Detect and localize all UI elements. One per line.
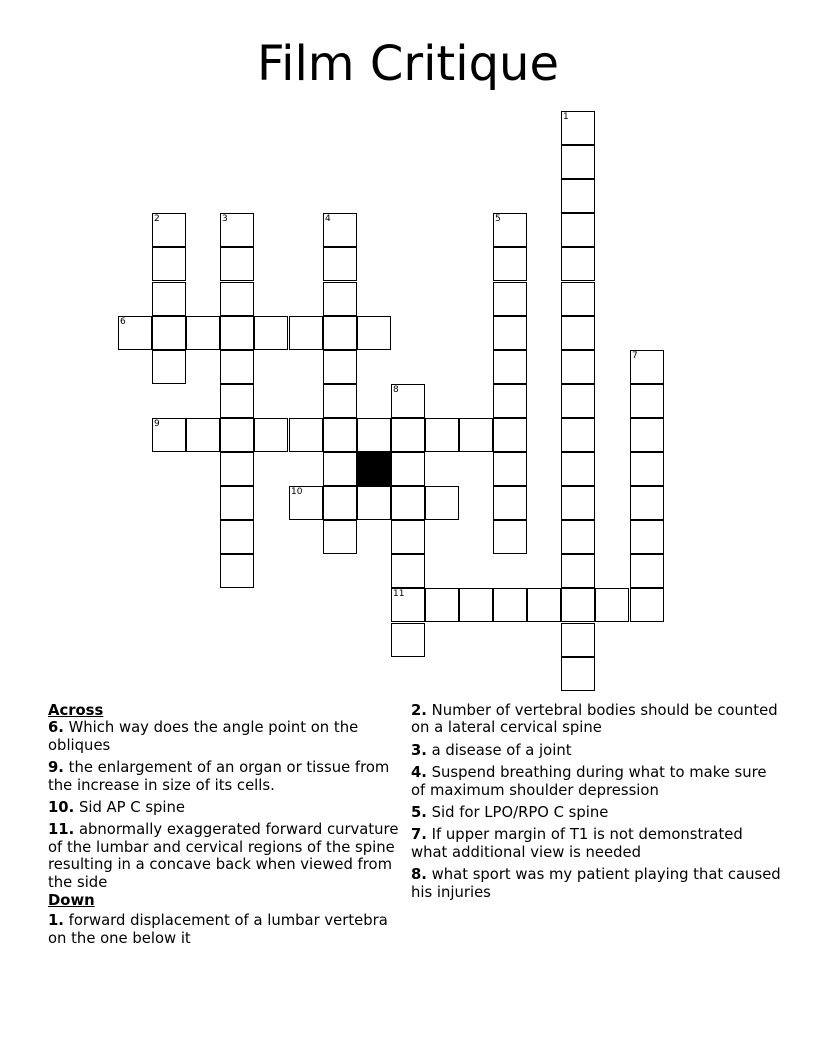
clue-number: 6. bbox=[48, 719, 64, 737]
grid-cell[interactable] bbox=[357, 486, 391, 520]
grid-cell[interactable] bbox=[630, 350, 664, 384]
clue-number: 10. bbox=[48, 799, 75, 817]
grid-cell[interactable] bbox=[459, 418, 493, 452]
clue-number: 4. bbox=[411, 764, 427, 782]
clue-number: 5. bbox=[411, 804, 427, 822]
cell-number: 7 bbox=[632, 351, 638, 361]
grid-cell[interactable] bbox=[186, 418, 220, 452]
grid-cell[interactable] bbox=[323, 384, 357, 418]
grid-cell[interactable] bbox=[493, 418, 527, 452]
grid-cell[interactable] bbox=[493, 486, 527, 520]
grid-cell[interactable] bbox=[425, 418, 459, 452]
grid-cell[interactable] bbox=[391, 588, 425, 622]
clue-number: 11. bbox=[48, 821, 75, 839]
grid-cell[interactable] bbox=[323, 213, 357, 247]
grid-cell[interactable] bbox=[220, 418, 254, 452]
grid-cell[interactable] bbox=[425, 588, 459, 622]
cell-number: 8 bbox=[393, 385, 399, 395]
grid-cell[interactable] bbox=[561, 179, 595, 213]
grid-cell[interactable] bbox=[152, 418, 186, 452]
clue-text: what sport was my patient playing that caused his injuries bbox=[411, 866, 781, 901]
clue-number: 1. bbox=[48, 912, 64, 930]
grid-cell[interactable] bbox=[186, 316, 220, 350]
grid-cell[interactable] bbox=[630, 486, 664, 520]
grid-cell[interactable] bbox=[391, 554, 425, 588]
grid-cell[interactable] bbox=[630, 520, 664, 554]
down-heading: Down bbox=[48, 892, 95, 910]
cell-number: 1 bbox=[563, 112, 569, 122]
grid-cell[interactable] bbox=[323, 247, 357, 281]
grid-cell[interactable] bbox=[561, 213, 595, 247]
grid-cell[interactable] bbox=[391, 384, 425, 418]
clue-text: Sid for LPO/RPO C spine bbox=[431, 804, 609, 822]
across-clue-6 bbox=[48, 719, 408, 754]
cell-number: 9 bbox=[154, 419, 160, 429]
grid-cell[interactable] bbox=[561, 554, 595, 588]
grid-cell[interactable] bbox=[391, 452, 425, 486]
grid-cell[interactable] bbox=[152, 213, 186, 247]
grid-cell[interactable] bbox=[493, 213, 527, 247]
down-clue-2 bbox=[411, 702, 781, 737]
across-clue-list bbox=[48, 719, 408, 891]
grid-cell[interactable] bbox=[254, 418, 288, 452]
clue-text: Sid AP C spine bbox=[78, 799, 186, 817]
grid-cell[interactable] bbox=[220, 554, 254, 588]
grid-cell[interactable] bbox=[595, 588, 629, 622]
grid-cell[interactable] bbox=[220, 316, 254, 350]
grid-cell[interactable] bbox=[220, 452, 254, 486]
grid-cell[interactable] bbox=[561, 350, 595, 384]
cell-number: 5 bbox=[495, 214, 501, 224]
clue-text: a disease of a joint bbox=[431, 741, 572, 759]
grid-cell[interactable] bbox=[425, 486, 459, 520]
cell-number: 2 bbox=[154, 214, 160, 224]
cell-number: 4 bbox=[325, 214, 331, 224]
down-clue-5 bbox=[411, 804, 781, 821]
block-square bbox=[357, 452, 391, 486]
down-clue-7 bbox=[411, 826, 781, 861]
across-clue-9 bbox=[48, 759, 408, 794]
grid-cell[interactable] bbox=[459, 588, 493, 622]
grid-cell[interactable] bbox=[152, 350, 186, 384]
grid-cell[interactable] bbox=[152, 316, 186, 350]
grid-cell[interactable] bbox=[561, 384, 595, 418]
down-clue-3 bbox=[411, 742, 781, 759]
grid-cell[interactable] bbox=[391, 623, 425, 657]
grid-cell[interactable] bbox=[493, 520, 527, 554]
grid-cell[interactable] bbox=[118, 316, 152, 350]
grid-cell[interactable] bbox=[630, 452, 664, 486]
grid-cell[interactable] bbox=[561, 520, 595, 554]
grid-cell[interactable] bbox=[561, 111, 595, 145]
cell-number: 6 bbox=[120, 317, 126, 327]
down-clue-8 bbox=[411, 866, 781, 901]
clue-text: Which way does the angle point on the obliques bbox=[48, 719, 359, 754]
down-clue-1 bbox=[48, 912, 408, 947]
grid-cell[interactable] bbox=[630, 554, 664, 588]
grid-cell[interactable] bbox=[323, 350, 357, 384]
clue-number: 2. bbox=[411, 702, 427, 719]
cell-number: 11 bbox=[393, 589, 405, 599]
grid-cell[interactable] bbox=[391, 486, 425, 520]
grid-cell[interactable] bbox=[493, 588, 527, 622]
grid-cell[interactable] bbox=[220, 213, 254, 247]
clue-number: 3. bbox=[411, 741, 427, 759]
grid-cell[interactable] bbox=[561, 588, 595, 622]
grid-cell[interactable] bbox=[561, 316, 595, 350]
grid-cell[interactable] bbox=[527, 588, 561, 622]
clue-number: 7. bbox=[411, 826, 427, 844]
clue-text: If upper margin of T1 is not demonstrated what additional view is needed bbox=[411, 826, 743, 861]
grid-cell[interactable] bbox=[220, 282, 254, 316]
clues-column-right bbox=[411, 702, 781, 906]
grid-cell[interactable] bbox=[493, 247, 527, 281]
grid-cell[interactable] bbox=[323, 486, 357, 520]
grid-cell[interactable] bbox=[289, 418, 323, 452]
across-clue-11 bbox=[48, 821, 408, 891]
across-clue-10 bbox=[48, 799, 408, 816]
cell-number: 10 bbox=[291, 487, 303, 497]
grid-cell[interactable] bbox=[391, 418, 425, 452]
grid-cell[interactable] bbox=[323, 452, 357, 486]
grid-cell[interactable] bbox=[391, 520, 425, 554]
grid-cell[interactable] bbox=[152, 282, 186, 316]
grid-cell[interactable] bbox=[493, 316, 527, 350]
grid-cell[interactable] bbox=[630, 418, 664, 452]
grid-cell[interactable] bbox=[561, 418, 595, 452]
grid-cell[interactable] bbox=[630, 384, 664, 418]
grid-cell[interactable] bbox=[493, 384, 527, 418]
grid-cell[interactable] bbox=[561, 247, 595, 281]
clue-text: forward displacement of a lumbar vertebra on the one below it bbox=[48, 912, 388, 947]
grid-cell[interactable] bbox=[323, 418, 357, 452]
grid-cell[interactable] bbox=[630, 588, 664, 622]
grid-cell[interactable] bbox=[493, 350, 527, 384]
clue-text: Suspend breathing during what to make sure of maximum shoulder depression bbox=[411, 764, 767, 799]
grid-cell[interactable] bbox=[220, 247, 254, 281]
clue-number: 9. bbox=[48, 759, 64, 777]
grid-cell[interactable] bbox=[561, 282, 595, 316]
grid-cell[interactable] bbox=[561, 452, 595, 486]
grid-cell[interactable] bbox=[323, 316, 357, 350]
clue-number: 8. bbox=[411, 866, 427, 884]
clue-text: Number of vertebral bodies should be counted on a lateral cervical spine bbox=[411, 702, 778, 737]
puzzle-title: Film Critique bbox=[257, 36, 559, 92]
grid-cell[interactable] bbox=[357, 418, 391, 452]
grid-cell[interactable] bbox=[289, 316, 323, 350]
grid-cell[interactable] bbox=[561, 486, 595, 520]
grid-cell[interactable] bbox=[493, 452, 527, 486]
grid-cell[interactable] bbox=[220, 486, 254, 520]
grid-cell[interactable] bbox=[220, 384, 254, 418]
clue-text: abnormally exaggerated forward curvature of the lumbar and cervical regions of the spine resulting in a concave back when viewed from the side bbox=[48, 821, 399, 891]
grid-cell[interactable] bbox=[493, 282, 527, 316]
grid-cell[interactable] bbox=[220, 520, 254, 554]
grid-cell[interactable] bbox=[220, 350, 254, 384]
cell-number: 3 bbox=[222, 214, 228, 224]
grid-cell[interactable] bbox=[152, 247, 186, 281]
down-clue-4 bbox=[411, 764, 781, 799]
across-heading: Across bbox=[48, 702, 104, 719]
grid-cell[interactable] bbox=[561, 145, 595, 179]
grid-cell[interactable] bbox=[357, 316, 391, 350]
clues-column-left bbox=[48, 702, 408, 952]
grid-cell[interactable] bbox=[289, 486, 323, 520]
clue-text: the enlargement of an organ or tissue from the increase in size of its cells. bbox=[48, 759, 390, 794]
grid-cell[interactable] bbox=[323, 282, 357, 316]
grid-cell[interactable] bbox=[323, 520, 357, 554]
grid-cell[interactable] bbox=[561, 657, 595, 691]
grid-cell[interactable] bbox=[561, 623, 595, 657]
grid-cell[interactable] bbox=[254, 316, 288, 350]
